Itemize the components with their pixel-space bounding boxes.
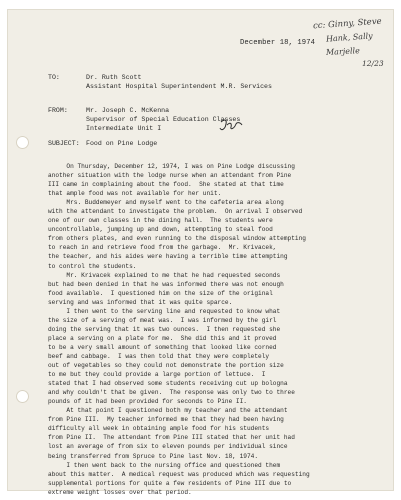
- subject-label: SUBJECT:: [48, 140, 80, 147]
- body-line: On Thursday, December 12, 1974, I was on Pine Lodge discussing: [48, 163, 295, 170]
- body-line: out of vegetables so they could not demonstrate the portion size: [48, 362, 284, 370]
- body-line: lost an average of from six to eleven pounds per individual since: [48, 443, 288, 451]
- body-line: the size of a serving of meat was. I was informed by the girl: [48, 316, 277, 324]
- body-line: III came in complaining about the food. She stated at that time: [48, 181, 284, 189]
- body-line: doing the serving that it was two ounces. I then requested she: [48, 325, 281, 333]
- body-line: to reach in and retrieve food from the garbage. Mr. Krivacek,: [48, 244, 277, 252]
- memo-date: December 18, 1974: [240, 39, 316, 47]
- to-label: TO:: [48, 74, 60, 81]
- handwritten-cc-line: Marjelle: [325, 46, 361, 57]
- memo-page: [8, 10, 393, 496]
- body-line: that ample food was not available for her unit.: [48, 190, 222, 198]
- body-line: pounds of it had been provided for seconds to Pine II.: [48, 398, 247, 406]
- body-line: Mr. Krivacek explained to me that he had requested seconds: [48, 271, 281, 279]
- body-line: and why couldn't that be given. The response was only two to three: [48, 389, 295, 397]
- from-unit: Intermediate Unit I: [86, 125, 162, 132]
- body-line: place a serving on a plate for me. She did this and it proved: [48, 334, 277, 342]
- body-line: I then went to the serving line and requested to know what: [48, 307, 281, 315]
- body-line: with the attendant to investigate the problem. On arrival I observed: [48, 208, 303, 216]
- subject-text: Food on Pine Lodge: [86, 140, 158, 147]
- body-line: about this matter. A medical request was produced which was requesting: [48, 470, 310, 478]
- memo-body: [48, 162, 368, 497]
- body-line: supplemental portions for quite a few residents of Pine III due to: [48, 479, 292, 487]
- handwritten-cc-line: cc: Ginny, Steve: [312, 16, 382, 32]
- to-name: Dr. Ruth Scott: [86, 74, 142, 81]
- from-label: FROM:: [48, 107, 68, 114]
- body-line: stated that I had observed some students receiving cut up bologna: [48, 380, 288, 388]
- body-line: another situation with the lodge nurse when an attendant from Pine: [48, 172, 292, 180]
- body-line: from others plates, and even running to the disposal window attempting: [48, 235, 306, 243]
- body-line: from Pine II. The attendant from Pine III stated that her unit had: [48, 434, 295, 442]
- from-line-1: [48, 106, 170, 115]
- handwritten-cc-line: Hank, Sally: [325, 31, 373, 44]
- from-title: Supervisor of Special Education Classes: [86, 116, 241, 123]
- body-line: difficulty all week in obtaining ample food for his students: [48, 425, 270, 433]
- body-line: food available. I questioned him on the size of the original: [48, 289, 273, 297]
- body-line: to be a very small amount of something that looked like corned: [48, 343, 277, 351]
- punch-hole: [16, 136, 29, 149]
- body-line: uncontrollable, jumping up and down, attempting to steal food: [48, 226, 273, 234]
- punch-hole: [16, 390, 29, 403]
- body-line: to control the students.: [48, 262, 137, 270]
- subject-line: [48, 139, 158, 148]
- body-line: being transferred from Spruce to Pine last Nov. 18, 1974.: [48, 452, 259, 460]
- body-line: At that point I questioned both my teacher and the attendant: [48, 407, 288, 415]
- body-line: from Pine III. My teacher informed me that they had been having: [48, 416, 284, 424]
- handwritten-cc-date: 12/23: [362, 59, 384, 68]
- body-line: serving and was informed that it was quite sparce.: [48, 298, 233, 306]
- handwritten-initials-signature: [218, 118, 244, 134]
- body-line: to me but they could provide a large portion of lettuce. I: [48, 371, 266, 379]
- body-line: the teacher, and his aides were having a terrible time attempting: [48, 253, 288, 261]
- body-line: extreme weight losses over that period.: [48, 488, 192, 496]
- to-title: Assistant Hospital Superintendent M.R. Services: [86, 83, 272, 90]
- from-name: Mr. Joseph C. McKenna: [86, 107, 170, 114]
- body-line: Mrs. Buddemeyer and myself went to the cafeteria area along: [48, 199, 284, 207]
- body-line: beef and cabbage. I was then told that they were completely: [48, 352, 270, 360]
- to-line-1: [48, 73, 142, 82]
- body-line: I then went back to the nursing office and questioned them: [48, 461, 281, 469]
- body-line: but had been denied in that he was informed there was not enough: [48, 280, 284, 288]
- body-line: one of our own classes in the dining hall. The students were: [48, 217, 273, 225]
